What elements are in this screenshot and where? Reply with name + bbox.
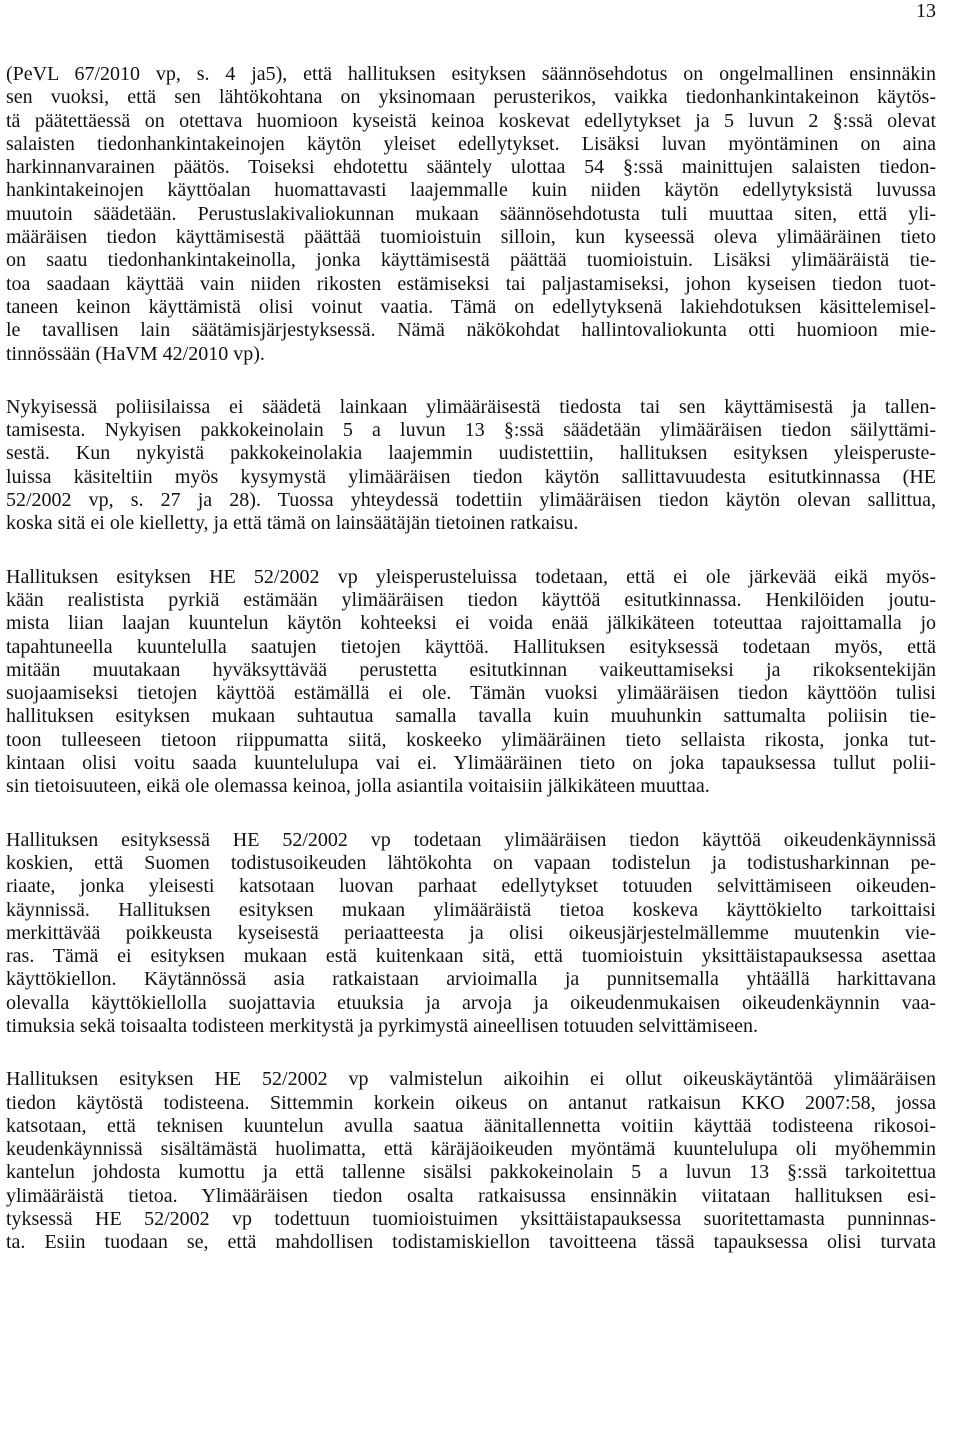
text-line: tinnössään (HaVM 42/2010 vp). bbox=[6, 342, 265, 365]
text-line: Hallituksen esityksessä HE 52/2002 vp todetaan ylimääräisen tiedon käyttöä oikeudenkäynnissä bbox=[6, 828, 936, 851]
text-line: olevalla käyttökiellolla suojattavia etuuksia ja arvoja ja oikeudenmukaisen oikeudenkäynnin vaa- bbox=[6, 991, 936, 1014]
text-line: tiedon käytöstä todisteena. Sittemmin korkein oikeus on antanut ratkaisun KKO 2007:58, jossa bbox=[6, 1091, 936, 1114]
text-line: taneen keinon käyttämistä olisi voinut vaatia. Tämä on edellytyksenä lakiehdotuksen käsittelemisel- bbox=[6, 295, 936, 318]
text-line: muutoin säädetään. Perustuslakivaliokunnan mukaan säännösehdotusta tuli muuttaa siten, että yli- bbox=[6, 202, 936, 225]
text-line: 52/2002 vp, s. 27 ja 28). Tuossa yhteydessä todettiin ylimääräisen tiedon käytön olevan sallittua, bbox=[6, 489, 936, 512]
text-line: sin tietoisuuteen, eikä ole olemassa keinoa, jolla asiantila voitaisiin jälkikäteen muuttaa. bbox=[6, 775, 710, 798]
text-line: keudenkäynnissä sisältämästä huolimatta, että käräjäoikeuden myöntämä kuuntelulupa oli myöhemmin bbox=[6, 1138, 936, 1161]
text-line: kantelun johdosta kumottu ja että tallenne sisälsi pakkokeinolain 5 a luvun 13 §:ssä tarkoitettua bbox=[6, 1161, 936, 1184]
text-line: tä päätettäessä on otettava huomioon kyseistä keinoa koskevat edellytykset ja 5 luvun 2 §:ssä olevat bbox=[6, 109, 936, 132]
text-line: ylimääräistä tietoa. Ylimääräisen tiedon osalta ratkaisussa ensinnäkin viitataan hallituksen esi- bbox=[6, 1184, 936, 1207]
text-line: (PeVL 67/2010 vp, s. 4 ja5), että hallituksen esityksen säännösehdotus on ongelmallinen ensinnäkin bbox=[6, 63, 936, 85]
page-number: 13 bbox=[916, 0, 936, 22]
text-line: koska sitä ei ole kielletty, ja että tämä on lainsäätäjän tietoinen ratkaisu. bbox=[6, 512, 579, 535]
text-line: harkinnanvarainen päätös. Toiseksi ehdotettu sääntely ulottaa 54 §:ssä mainittujen salaisten tiedon- bbox=[6, 156, 936, 179]
document-body bbox=[6, 63, 936, 1255]
text-line: mitään muutakaan hyväksyttävää perustetta esitutkinnan vaikeuttamiseksi ja rikoksentekijän bbox=[6, 658, 936, 681]
paragraph bbox=[6, 566, 936, 799]
paragraph bbox=[6, 1068, 936, 1254]
paragraph bbox=[6, 829, 936, 1039]
text-line: Hallituksen esityksen HE 52/2002 vp yleisperusteluissa todetaan, että ei ole järkevää eikä myös- bbox=[6, 565, 936, 588]
text-line: tyksessä HE 52/2002 vp todettuun tuomioistuimen yksittäistapauksessa suoritettamasta punninnas- bbox=[6, 1208, 936, 1231]
text-line: Hallituksen esityksen HE 52/2002 vp valmistelun aikoihin ei ollut oikeuskäytäntöä ylimääräisen bbox=[6, 1068, 936, 1091]
text-line: on saatu tiedonhankintakeinolla, jonka käyttämisestä päättää tuomioistuin. Lisäksi ylimääräistä tie- bbox=[6, 249, 936, 272]
text-line: salaisten tiedonhankintakeinojen käytön yleiset edellytykset. Lisäksi luvan myöntäminen on aina bbox=[6, 132, 936, 155]
text-line: Nykyisessä poliisilaissa ei säädetä lainkaan ylimääräisestä tiedosta tai sen käyttämisestä ja tallen- bbox=[6, 395, 936, 418]
text-line: ras. Tämä ei esityksen mukaan estä kuitenkaan sitä, että tuomioistuin yksittäistapauksessa asettaa bbox=[6, 945, 936, 968]
paragraph bbox=[6, 63, 936, 366]
text-line: sen vuoksi, että sen lähtökohtana on yksinomaan perusterikos, vaikka tiedonhankintakeinon käytös- bbox=[6, 86, 936, 109]
text-line: koskien, että Suomen todistusoikeuden lähtökohta on vapaan todistelun ja todistusharkinnan pe- bbox=[6, 851, 936, 874]
text-line: tamisesta. Nykyisen pakkokeinolain 5 a luvun 13 §:ssä säädetään ylimääräisen tiedon säilyttämi- bbox=[6, 419, 936, 442]
text-line: hallituksen esityksen mukaan suhtautua samalla tavalla kuin muuhunkin sattumalta poliisin tie- bbox=[6, 705, 936, 728]
text-line: kintaan olisi voitu saada kuuntelulupa vai ei. Ylimääräinen tieto on joka tapauksessa tullut polii- bbox=[6, 752, 936, 775]
text-line: toon tulleeseen tietoon riippumatta siitä, koskeeko ylimääräinen tieto sellaista rikosta, jonka tut- bbox=[6, 728, 936, 751]
text-line: luissa käsiteltiin myös kysymystä ylimääräisen tiedon käytön sallittavuudesta esitutkinnassa (HE bbox=[6, 465, 936, 488]
text-line: le tavallisen lain säätämisjärjestyksessä. Nämä näkökohdat hallintovaliokunta otti huomioon mie- bbox=[6, 319, 936, 342]
text-line: merkittävää poikkeusta kyseisestä periaatteesta ja olisi oikeusjärjestelmällemme muutenkin vie- bbox=[6, 921, 936, 944]
text-line: määräisen tiedon käyttämisestä päättää tuomioistuin silloin, kun kyseessä oleva ylimääräinen tieto bbox=[6, 226, 936, 249]
text-line: kään realistista pyrkiä estämään ylimääräisen tiedon käyttöä esitutkinnassa. Henkilöiden joutu- bbox=[6, 588, 936, 611]
text-line: ta. Esiin tuodaan se, että mahdollisen todistamiskiellon tavoitteena tässä tapauksessa olisi turvata bbox=[6, 1231, 936, 1254]
text-line: toa saadaan käyttää vain niiden rikosten estämiseksi tai paljastamiseksi, johon kyseisen tiedon tuot- bbox=[6, 272, 936, 295]
text-line: käyttökiellon. Käytännössä asia ratkaistaan arvioimalla ja punnitsemalla yhtäällä harkittavana bbox=[6, 968, 936, 991]
text-line: hankintakeinojen käyttöalan huomattavasti laajemmalle kuin niiden käytön edellytyksistä luvussa bbox=[6, 179, 936, 202]
paragraph bbox=[6, 396, 936, 536]
text-line: tapahtuneella kuuntelulla saatujen tietojen käyttöä. Hallituksen esityksessä todetaan myös, että bbox=[6, 635, 936, 658]
text-line: riaate, jonka yleisesti katsotaan luovan parhaat edellytykset totuuden selvittämiseen oikeuden- bbox=[6, 875, 936, 898]
text-line: suojaamiseksi tietojen käyttöä estämällä ei ole. Tämän vuoksi ylimääräisen tiedon käyttöön tulisi bbox=[6, 682, 936, 705]
text-line: katsotaan, että teknisen kuuntelun avulla saatua äänitallennetta voitiin käyttää todisteena rikosoi- bbox=[6, 1114, 936, 1137]
text-line: käynnissä. Hallituksen esityksen mukaan ylimääräistä tietoa koskeva käyttökielto tarkoittaisi bbox=[6, 898, 936, 921]
text-line: timuksia sekä toisaalta todisteen merkitystä ja pyrkimystä aineellisen totuuden selvittämiseen. bbox=[6, 1014, 759, 1037]
text-line: mista liian laajan kuuntelun käytön kohteeksi ei voida enää jälkikäteen toteuttaa rajoittamalla jo bbox=[6, 612, 936, 635]
text-line: sestä. Kun nykyistä pakkokeinolakia laajemmin uudistettiin, hallituksen esityksen yleisperuste- bbox=[6, 442, 936, 465]
